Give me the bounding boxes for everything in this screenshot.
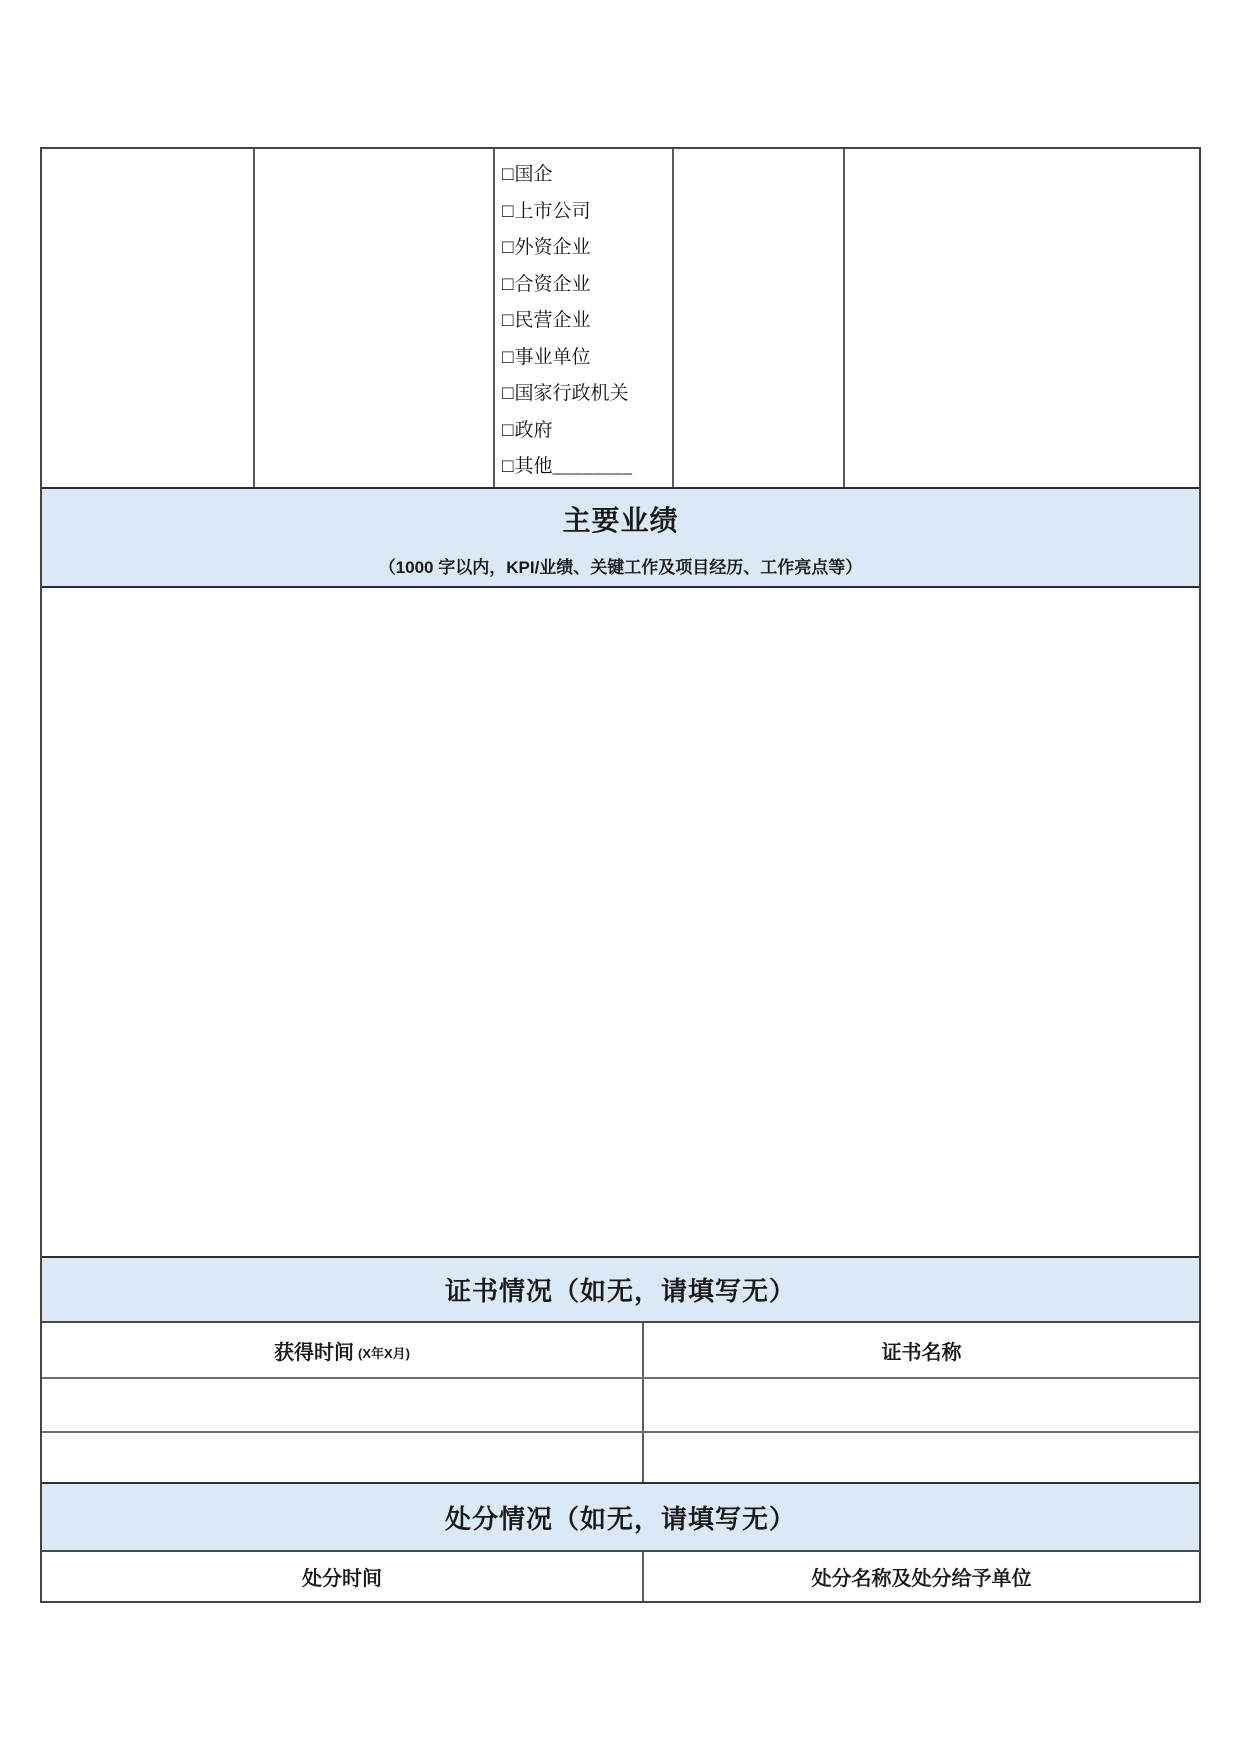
certificate-time-cell[interactable] — [42, 1379, 644, 1431]
certificate-name-header — [644, 1323, 1199, 1377]
checkbox-icon[interactable]: □ — [502, 456, 514, 477]
company-type-option-label: 外资企业 — [514, 237, 591, 258]
certificate-time-header — [42, 1323, 644, 1377]
certificate-row — [42, 1433, 1199, 1484]
punishment-name-label: 处分名称及处分给予单位 — [811, 1568, 1032, 1590]
checkbox-icon[interactable]: □ — [502, 346, 514, 368]
company-type-option-public-institution[interactable] — [502, 340, 670, 377]
company-type-option-soe[interactable] — [502, 157, 670, 194]
certificate-row — [42, 1379, 1199, 1433]
certificate-time-label: 获得时间 — [273, 1341, 354, 1364]
table-cell-blank-3[interactable] — [674, 149, 845, 487]
table-cell-blank-1[interactable] — [42, 149, 255, 487]
company-type-option-private[interactable] — [502, 303, 670, 340]
checkbox-icon[interactable]: □ — [502, 237, 514, 258]
performance-title: 主要业绩 — [562, 505, 679, 536]
company-type-option-other[interactable] — [502, 449, 670, 486]
punishment-time-label: 处分时间 — [302, 1568, 382, 1590]
punishment-time-header — [42, 1552, 644, 1601]
punishment-section-header — [42, 1484, 1199, 1552]
performance-subtitle: （1000 字以内，KPI/业绩、关键工作及项目经历、工作亮点等） — [378, 558, 863, 577]
form-table — [40, 147, 1201, 1603]
checkbox-icon[interactable]: □ — [502, 273, 514, 295]
punishment-header-row — [42, 1552, 1199, 1601]
performance-content-area[interactable] — [42, 588, 1199, 1258]
certificate-section-header — [42, 1258, 1199, 1323]
company-type-option-label: 其他 — [514, 456, 553, 477]
punishment-name-header — [644, 1552, 1199, 1601]
company-type-option-label: 国家行政机关 — [514, 383, 629, 404]
checkbox-icon[interactable]: □ — [502, 164, 514, 185]
company-type-cell — [495, 149, 674, 487]
company-type-option-state-admin[interactable] — [502, 376, 670, 413]
other-fill-blank[interactable]: ________ — [552, 456, 633, 477]
top-table-row — [42, 149, 1199, 489]
certificate-name-label: 证书名称 — [881, 1341, 962, 1364]
company-type-option-label: 事业单位 — [514, 346, 591, 368]
punishment-title: 处分情况（如无，请填写无） — [444, 1503, 796, 1534]
certificate-header-row — [42, 1323, 1199, 1379]
table-cell-blank-4[interactable] — [845, 149, 1199, 487]
table-cell-blank-2[interactable] — [255, 149, 495, 487]
certificate-title: 证书情况（如无，请填写无） — [444, 1276, 796, 1306]
certificate-time-cell[interactable] — [42, 1433, 644, 1482]
company-type-option-listed[interactable] — [502, 194, 670, 231]
certificate-time-hint: (X年X月) — [357, 1345, 410, 1361]
company-type-option-government[interactable] — [502, 413, 670, 450]
company-type-option-label: 国企 — [514, 164, 553, 185]
certificate-name-cell[interactable] — [644, 1433, 1199, 1482]
checkbox-icon[interactable]: □ — [502, 200, 514, 222]
company-type-option-label: 政府 — [514, 419, 553, 441]
company-type-option-joint-venture[interactable] — [502, 267, 670, 304]
certificate-name-cell[interactable] — [644, 1379, 1199, 1431]
checkbox-icon[interactable]: □ — [502, 383, 514, 404]
company-type-option-label: 合资企业 — [514, 273, 591, 295]
company-type-option-label: 上市公司 — [514, 200, 591, 222]
performance-section-header — [42, 489, 1199, 588]
company-type-option-foreign[interactable] — [502, 230, 670, 267]
checkbox-icon[interactable]: □ — [502, 310, 514, 331]
checkbox-icon[interactable]: □ — [502, 419, 514, 441]
company-type-option-label: 民营企业 — [514, 310, 591, 331]
